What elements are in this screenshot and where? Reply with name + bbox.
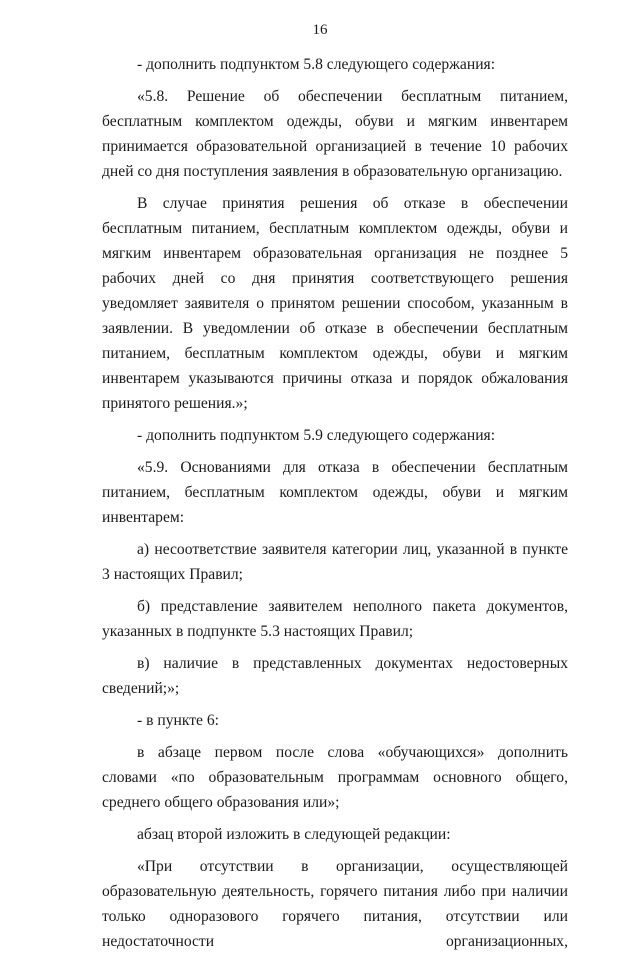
paragraph-item-a: а) несоответствие заявителя категории лиц, указанной в пункте 3 настоящих Правил;	[102, 541, 568, 583]
paragraph-new-wording: «При отсутствии в организации, осуществляющей образовательную деятельность, горячего питания либо при наличии только одноразового горячего питания, отсутствии или недостаточности организационных,	[102, 858, 568, 950]
paragraph-5-9: «5.9. Основаниями для отказа в обеспечении бесплатным питанием, бесплатным комплектом одежды, обуви и мягким инвентарем:	[102, 459, 568, 526]
paragraph-point-6: - в пункте 6:	[137, 712, 219, 729]
page-number: 16	[312, 22, 328, 38]
paragraph-amend-5-8: - дополнить подпунктом 5.8 следующего содержания:	[137, 56, 496, 73]
paragraph-first-abzac: в абзаце первом после слова «обучающихся» дополнить словами «по образовательным программам основного общего, среднего общего образования или»;	[102, 744, 568, 811]
paragraph-item-b: б) представление заявителем неполного пакета документов, указанных в подпункте 5.3 настоящих Правил;	[102, 598, 568, 640]
paragraph-second-abzac: абзац второй изложить в следующей редакции:	[137, 826, 451, 843]
document-body	[102, 52, 568, 954]
paragraph-item-v: в) наличие в представленных документах недостоверных сведений;»;	[102, 655, 568, 697]
paragraph-refusal-notice: В случае принятия решения об отказе в обеспечении бесплатным питанием, бесплатным комплектом одежды, обуви и мягким инвентарем образовательная организация не позднее 5 рабочих дней со дня принятия соответствующего решения уведомляет заявителя о принятом решении способом, указанным в заявлении. В уведомлении об отказе в обеспечении бесплатным питанием, бесплатным комплектом одежды, обуви и мягким инвентарем указываются причины отказа и порядок обжалования принятого решения.»;	[102, 195, 568, 412]
paragraph-5-8: «5.8. Решение об обеспечении бесплатным питанием, бесплатным комплектом одежды, обуви и мягким инвентарем принимается образовательной организацией в течение 10 рабочих дней со дня поступления заявления в образовательную организацию.	[102, 88, 568, 180]
paragraph-amend-5-9: - дополнить подпунктом 5.9 следующего содержания:	[137, 427, 496, 444]
